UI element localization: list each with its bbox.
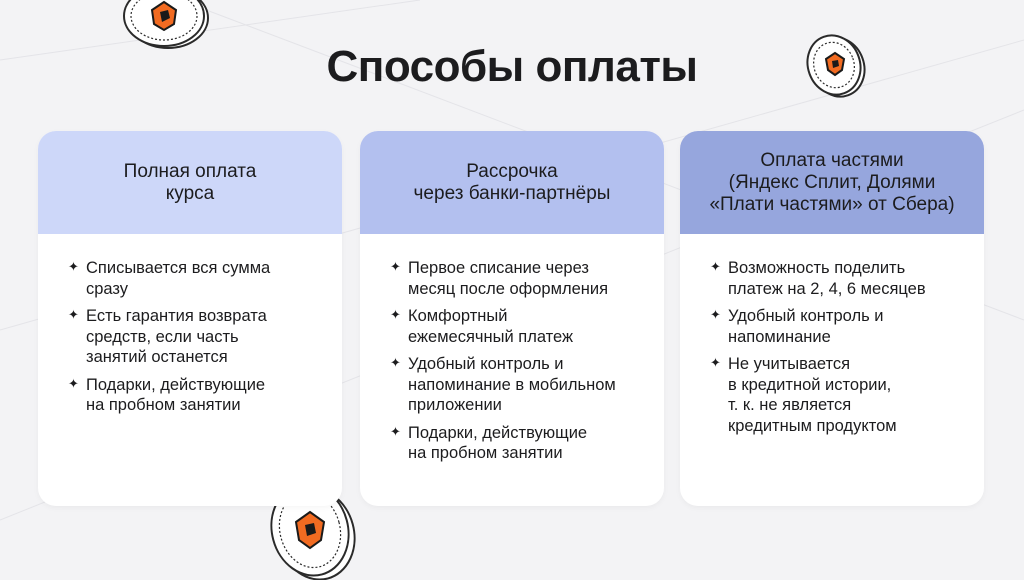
item-line: Подарки, действующие <box>86 375 266 394</box>
list-item <box>390 306 644 347</box>
sparkle-bullet-icon: ✦ <box>68 259 79 274</box>
item-line: ежемесячный платеж <box>408 327 574 346</box>
list-item <box>710 354 964 436</box>
card-title-line: курса <box>165 182 215 204</box>
sparkle-bullet-icon: ✦ <box>390 259 401 274</box>
card-body <box>38 234 342 416</box>
card-title-line: «Плати частями» от Сбера) <box>709 193 955 215</box>
card-title-line: (Яндекс Сплит, Долями <box>728 171 936 193</box>
item-line: кредитным продуктом <box>728 416 897 435</box>
card-title-line: через банки-партнёры <box>413 182 611 204</box>
card-title-line: Рассрочка <box>466 160 558 182</box>
sparkle-bullet-icon: ✦ <box>390 423 401 439</box>
item-line: средств, если часть <box>86 327 239 346</box>
sparkle-bullet-icon: ✦ <box>68 375 79 391</box>
item-line: Комфортный <box>408 307 508 325</box>
list-item <box>710 258 964 299</box>
page-title: Способы оплаты <box>326 42 698 91</box>
list-item <box>390 423 644 464</box>
item-line: Удобный контроль и <box>728 307 884 325</box>
card-title <box>414 161 611 205</box>
item-line: напоминание <box>728 327 831 346</box>
card-body <box>680 234 984 436</box>
item-line: напоминание в мобильном <box>408 375 616 394</box>
sparkle-bullet-icon: ✦ <box>390 307 401 322</box>
sparkle-bullet-icon: ✦ <box>710 355 721 370</box>
card-header <box>360 131 664 234</box>
sparkle-bullet-icon: ✦ <box>68 307 79 322</box>
card-header <box>38 131 342 234</box>
item-line: Подарки, действующие <box>408 423 588 442</box>
item-line: на пробном занятии <box>86 396 241 414</box>
item-line: Списывается вся сумма <box>86 259 271 277</box>
payment-card-split <box>680 131 984 506</box>
list-item <box>390 258 644 299</box>
item-line: занятий останется <box>86 348 228 366</box>
item-line: платеж на 2, 4, 6 месяцев <box>728 279 926 298</box>
card-title <box>124 161 257 205</box>
card-title <box>709 150 954 216</box>
list-item <box>68 258 322 299</box>
item-line: сразу <box>86 279 129 298</box>
item-line: в кредитной истории, <box>728 375 892 394</box>
card-body <box>360 234 664 464</box>
list-item <box>710 306 964 347</box>
list-item <box>390 354 644 416</box>
item-line: Возможность поделить <box>728 259 906 277</box>
card-header <box>680 131 984 234</box>
sparkle-bullet-icon: ✦ <box>710 259 721 274</box>
sparkle-bullet-icon: ✦ <box>710 307 721 322</box>
sparkle-bullet-icon: ✦ <box>390 355 401 370</box>
item-line: т. к. не является <box>728 396 852 414</box>
list-item <box>68 375 322 416</box>
item-line: Есть гарантия возврата <box>86 307 267 325</box>
item-line: на пробном занятии <box>408 444 563 462</box>
item-line: месяц после оформления <box>408 279 609 298</box>
list-item <box>68 306 322 368</box>
payment-card-full <box>38 131 342 506</box>
card-title-line: Оплата частями <box>760 149 904 171</box>
item-line: Удобный контроль и <box>408 355 564 373</box>
item-line: приложении <box>408 396 502 414</box>
payment-card-installment <box>360 131 664 506</box>
item-line: Первое списание через <box>408 259 589 277</box>
card-title-line: Полная оплата <box>123 160 257 182</box>
item-line: Не учитывается <box>728 355 851 373</box>
